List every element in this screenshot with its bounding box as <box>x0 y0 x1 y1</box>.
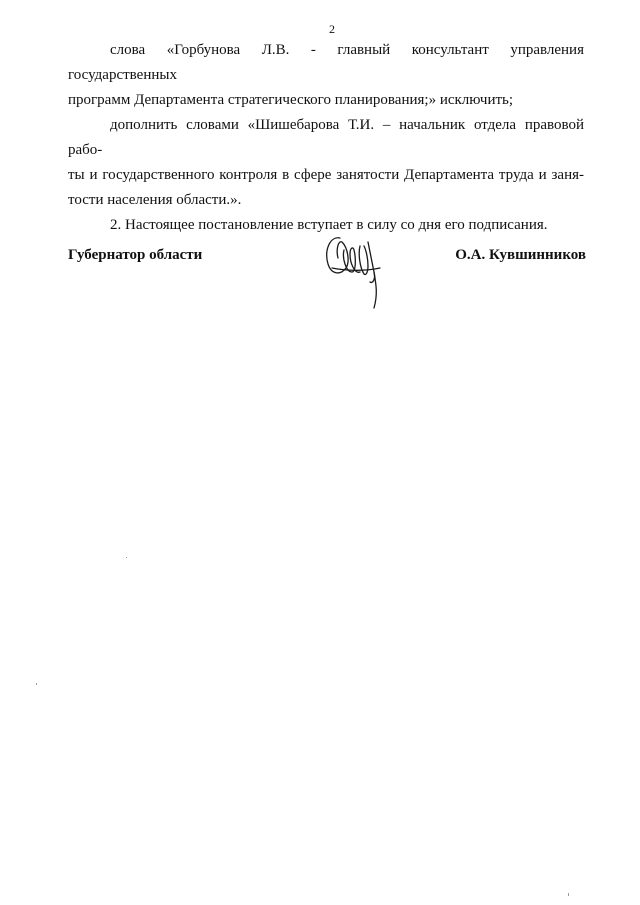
document-body <box>68 38 584 238</box>
scan-speck <box>568 893 569 896</box>
signatory-name: О.А. Кувшинников <box>455 247 586 263</box>
scan-speck <box>126 557 127 558</box>
page-number: 2 <box>329 22 335 36</box>
handwritten-signature <box>322 228 386 314</box>
paragraph-line: 2. Настоящее постановление вступает в силу со дня его подписания. <box>110 217 548 233</box>
paragraph-line: программ Департамента стратегического планирования;» исключить; <box>68 92 514 108</box>
paragraph-1 <box>68 38 584 113</box>
paragraph-line: ты и государственного контроля в сфере занятости Департамента труда и заня- <box>68 167 584 183</box>
signatory-position: Губернатор области <box>68 247 203 263</box>
paragraph-line: дополнить словами «Шишебарова Т.И. – начальник отдела правовой рабо- <box>68 117 584 158</box>
paragraph-line: слова «Горбунова Л.В. - главный консультант управления государственных <box>68 42 584 83</box>
paragraph-line: тости населения области.». <box>68 192 242 208</box>
paragraph-2 <box>68 113 584 213</box>
scan-speck <box>36 683 37 685</box>
